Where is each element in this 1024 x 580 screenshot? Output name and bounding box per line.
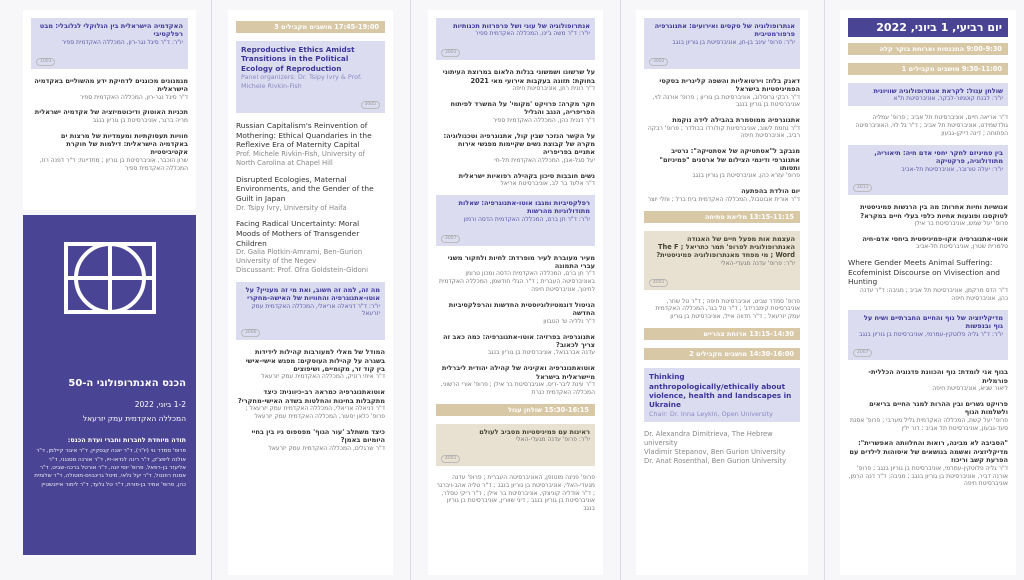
paper-item	[848, 439, 1008, 488]
session-code: 3002	[649, 58, 668, 66]
day-heading: יום רביעי, 1 ביוני, 2022	[848, 18, 1008, 37]
session-chair: יו"ר: ד"ר דניאלה אריאלי, המכללה האקדמית עמק יזרעאל	[251, 302, 380, 318]
paper-list	[31, 77, 188, 173]
session-time-bar: 9:30-11:00 מושבים מקבילים 1	[848, 63, 1008, 75]
paper-author: ד"ר אלעד בר לב, אוניברסיטת אריאל	[500, 180, 595, 188]
paper-item	[436, 68, 595, 93]
paper-title: אתנוגרפיה בפרזיה: אוטו-אתנוגרפיה: כמה כאב זה צריך לכאוב?	[442, 332, 595, 349]
paper-author: ד"ר גליה פלוטקין-עמרמי, אוניברסיטת בן גוריון בנגב ; פרופ' אורנה דביר, אוניברסיטת בן גוריון בנגב ; מגיבה: ד"ר דנה הרמן, אוניברסיטת חיפה	[848, 464, 1008, 488]
paper-item	[848, 368, 1008, 393]
paper-title: Russian Capitalism's Reinvention of Mothering: Ethical Quandaries in the Reflexive Era of Maternity Capital	[236, 121, 372, 150]
session-title: מדיקליזציה של גוף והחיים החברתיים ושיח על גוף ובנפשות	[863, 313, 1003, 331]
session-box	[31, 18, 188, 69]
participant-list: פרופ' סמדר שביט, אוניברסיטת חיפה ; ד"ר טל שחר, אוניברסיטת קימברידג' ; ד"ר טל בגר, המכללה האקדמית עמק יזרעאל ; ד"ר חדווה אייל, אוניברסיטת בן גוריון	[655, 297, 800, 321]
column-4	[636, 10, 808, 575]
paper-title: אוטואתנוגרפיה כמראה רב-כיוונית: כיצד מתקבלות בחינות והחלטות בשדה האישי-מחקרי?	[237, 388, 385, 405]
session-box	[644, 18, 800, 69]
paper-item	[436, 100, 595, 125]
paper-title: חוויות תעסוקתיות ומעמדיות של מרצות ים באקדמיה הישראלית: דילמות של חוקרת אקטיביסטית	[60, 131, 188, 157]
paper-item	[436, 364, 595, 396]
conference-venue: המכללה האקדמית עמק יזרעאל	[82, 413, 186, 423]
paper-title: המודל של מאלי למעורבות קהילות לידידות בשגרה על קהילות העוסקים: מפגש אישי-אישי בין קוד זר, מקומיים, ושיפוצים	[245, 348, 385, 374]
paper-author: Dr. Tsipy Ivry, University of Haifa	[236, 203, 347, 212]
session-code: 2011	[853, 184, 872, 192]
fold-line	[620, 0, 621, 580]
paper-author: מריה ברגר, אוניברסיטת בן גוריון בנגב	[92, 116, 188, 124]
paper-title: יום הולדת בהפתעה	[741, 187, 800, 196]
session-title: מה זה, למה זה חשוב, ואת מי זה מעניין? על אוטו-אתנוגרפיה והחוויות של האישה-מחקרי	[245, 285, 380, 303]
paper-author: ד"ר עינת ליבר-ריס, אוניברסיטת בר אילן ; פרופ' אורי הרשוני, המכללה האקדמית כנרת	[440, 381, 595, 396]
paper-author: שרון הוכבר, אוניברסיטת בן גוריון ; מתדיינת: ד"ר דפנה רוז, המכללה האקדמית ספיר	[39, 156, 188, 172]
session-title: רפלקסיביות ומגבו אוטו-אתנוגרפיה: שאלות מתודולוגיות מהרשות	[458, 198, 590, 216]
paper-title: דאנק בלוז: וירטואליות והשפה קלינרית בסקסי הפמיניסטיות בישראל	[659, 76, 800, 94]
paper-author: ליאור שגיא, אוניברסיטת חיפה	[932, 385, 1008, 393]
paper-title: Disrupted Ecologies, Maternal Environments, and the Gender of the Guilt in Japan	[236, 174, 374, 203]
paper-author: Dr. Alexandra Dimitrieva, The Hebrew university	[644, 430, 773, 448]
paper-title: מעיר מעוברת לעיר מופרדת: לחיות ולחקור משני עברי התמונה	[447, 253, 595, 271]
session-chair: יו"ר: ד"ר סיגל נגר-רון, המכללה האקדמית ספיר	[61, 38, 183, 46]
paper-author: ד"ר איתי רזניק, המכללה האקדמית עמק יזרעאל	[261, 373, 385, 381]
paper-item	[31, 132, 188, 173]
paper-title: מנבקב ל"אסתטיקה של אסתטיקה": נרטיב אתנוגרפי ודינמי הצילום של ארסנים "פמיניזם" ותסותו	[659, 147, 800, 173]
session-title: בין פמיניזם לחקר יחסי אדם חיה: תיאוריה, מתודולוגיה, פרקטיקה	[874, 148, 1003, 166]
paper-title: Facing Radical Uncertainty: Moral Moods of Mothers of Transgender Children	[236, 219, 360, 248]
session-box	[644, 368, 800, 422]
paper-author: Vladimir Stepanov, Ben Gurion University	[644, 447, 786, 456]
paper-item	[236, 121, 385, 168]
session-code: 3007	[441, 235, 460, 243]
paper-author: Dr. Anat Rosenthal, Ben Gurion University	[644, 456, 787, 465]
paper-item	[436, 474, 595, 513]
paper-item	[236, 219, 385, 274]
paper-item	[644, 77, 800, 109]
paper-author: ד"ר אורית אבוטבול, המכללה האקדמית בית ברל ; וחלי יוצר	[647, 195, 800, 203]
session-code: 4001	[441, 455, 460, 463]
paper-item	[436, 301, 595, 326]
paper-item	[848, 203, 1008, 228]
paper-author: יעל סגל-אבן, המכללה האקדמית תל-חי	[494, 156, 595, 164]
thanks-heading: תודה מיוחדת לחברות וחברי ועדת הכנס:	[67, 436, 186, 445]
paper-title: על הקשר הנזכר שבין קול, אתנוגרפיה וטכנולוגיה: מקרה של קבוצת נשים שקיימות מפגשי אירוח אתניים בפריפריה	[443, 131, 595, 157]
paper-item	[31, 108, 188, 124]
paper-item	[236, 348, 385, 381]
column-1	[23, 10, 196, 210]
paper-author: ד"ר הדס מרקמן, אוניברסיטת תל אביב ; מגיבה: ד"ר עדנה כהן, אוניברסיטת חיפה	[859, 287, 1008, 302]
session-chair: Chair: Dr. Inna Leykin, Open University	[649, 409, 773, 418]
participant-list: ד"ר אריאה חיים, אוניברסיטת תל אביב ; פרופ' עמליה גולדשמידט, אוניברסיטת תל אביב ; ד"ר גל לוי, האוניברסיטה הפתוחה ; דינה דייקן-גבעון	[855, 114, 1008, 137]
cover-card	[23, 215, 196, 555]
paper-author: ד"ר דניאלה אריאלי, המכללה האקדמית עמק יזרעאל ; פרופ' כלאן יסעור, המכללה האקדמית עמק יזרעאל	[245, 405, 385, 420]
paper-title: מגמנונים מכוננים לדחיקת ידע מהשוליים באקדמיה הישראלית	[34, 76, 188, 94]
session-box	[848, 310, 1008, 361]
fold-line	[824, 0, 825, 580]
paper-item	[436, 132, 595, 165]
column-5	[840, 10, 1016, 575]
paper-author: עדנה אברבנאל, אוניברסיטת בן גוריון בנגב	[487, 349, 595, 357]
paper-item	[31, 77, 188, 102]
session-box	[436, 195, 595, 246]
paper-item	[644, 116, 800, 140]
paper-title: נשים חובבות סיכון בקהילה רפואיות ישראלית	[458, 171, 595, 180]
session-chair: יו"ר: לבנת קוטמור-לבקר, אוניברסיטת ת"א	[893, 95, 1003, 103]
paper-author: ד"ר דגנית כהן, המכללה האקדמית ספיר	[492, 116, 595, 124]
paper-item	[644, 187, 800, 203]
session-title: האקדמיה הישראלית בין הגלוקלי לגלובלי: מבט רפלקסיבי	[39, 22, 183, 39]
session-chair: יו"ר: יעלה טורובר, אוניברסיטת תל-אביב	[901, 165, 1003, 173]
paper-title: תכניות האוטוק ודיכוטמיזציה של אקדמיה ישראלית	[34, 108, 188, 117]
committee-names: פרופ' סמדר נוי (יו"ר), ד"ר יאנה קנסקיין, ד"ר איגור קיילמן, ד"ר אולנה ליפצ'ק, ד"ר רינה לנדאו-זיו, ד"ר אורנה ססנגני, ד"ר אליעזר בן-רפאל, פרופ' יוסי יונה, ד"ר אורטל ברכה-שביט, ד"ר אסנת רוזנטל, ד"ר יעל גלאי, מיטל גרינבוים-מוטולה, ד"ר שלומית כהן, פרופ' אמיר בן-פורת, ד"ר טל גלעד, ד"ר לימור אייזנשטיין	[34, 448, 186, 488]
session-title: ראינות עם פמיניסטיות מסביב לעולם	[479, 427, 590, 436]
session-code: 3005	[361, 101, 380, 109]
paper-list	[644, 430, 800, 465]
session-code: 4001	[649, 279, 668, 287]
paper-author: ד"ר רונית רוזן, אוניברסיטת חיפה	[512, 85, 595, 93]
lunch-time-bar: 13:15-14:30 ארוחת צהריים	[644, 328, 800, 340]
session-time-bar: 15:30-16:15 שולחן עגול	[436, 404, 595, 416]
session-box	[236, 41, 385, 113]
paper-item	[436, 333, 595, 358]
conference-title: הכנס האנתרופולוגי ה-50	[68, 378, 186, 389]
session-code: 2007	[853, 349, 872, 357]
column-2	[228, 10, 393, 575]
session-chair: Panel organizers: Dr. Tsipy Ivry & Prof. Michele Rivkin-Fish	[241, 73, 362, 90]
session-chair: יו"ר: פרופ' עדנה מגעדי-האלי	[515, 436, 590, 444]
paper-item	[644, 147, 800, 180]
session-box	[848, 83, 1008, 106]
paper-title: אוטואתנוגרפיה ואקיניה של קהילה יהודית ליברלית מיישראלית בישראל	[441, 364, 595, 381]
paper-title: פרויקט גשרים ובין ההרות למגר החיים בריאים ולשלמות הגוף	[869, 400, 1008, 417]
paper-author: פרופ' יעל שמש, אוניברסיטת בר אילן	[914, 220, 1008, 228]
paper-author: ד"ר שרגלים, המכללה האקדמית עמק יזרעאל	[268, 444, 385, 452]
paper-title: "הסביבה לא מבינה, רואות והחלוותה האפשרית": מדיקליזציה ואשמה בנושאים של איסוהות לילדים עם הפרעת קשב וריכוז	[849, 439, 1008, 465]
session-title: Thinking anthropologically/ethically about violence, health and landscapes in Ukraine	[649, 372, 792, 410]
session-chair: יו"ר: פרופ' עינב בן-חן, אוניברסיטת בן גוריון בנגב	[672, 38, 795, 46]
paper-author: ד"ר סיגל נגר-רון, המכללה האקדמית ספיר	[79, 93, 188, 101]
session-title: העצמת אות מפעל חיים של האגודה האנתרופולוגית לפרופ' תמר כתריאל ; The F Word ; מי מפחד מאנתרופולוגיה פמיניסטית?	[656, 234, 795, 260]
paper-discussant: Discussant: Prof. Ofra Goldstein-Gidoni	[236, 265, 368, 274]
paper-title: על שרשונו ושמשוני בנלות הלאום במרוצת העיתוני בחוקת: תזונה בעקבות אירועי מאי 2021	[442, 68, 595, 85]
session-box	[436, 424, 595, 466]
session-time-bar: 17:45-19:00 מושבים מקבילים 3	[236, 21, 385, 33]
paper-item	[848, 400, 1008, 432]
session-code: 3006	[241, 329, 260, 337]
session-chair: יו"ר: ד"ר חן ברם, המכללה האקדמית הדסה ורמון	[463, 215, 590, 223]
paper-item	[436, 254, 595, 294]
paper-author: Prof. Michele Rivkin-Fish, University of North Carolina at Chapel Hill	[236, 149, 365, 167]
conference-dates: 1-2 ביוני, 2022	[134, 400, 186, 409]
session-code: 1003	[36, 58, 55, 66]
fold-line	[410, 0, 411, 580]
session-title: שולחן עגול: לקראת אנתרופולוגיה שוויונית	[873, 87, 1003, 95]
paper-item	[644, 298, 800, 321]
paper-item	[236, 175, 385, 213]
session-time-bar: 9:00-9:30 התכנסות וארוחת בוקר קלה	[848, 43, 1008, 55]
paper-title: Where Gender Meets Animal Suffering: Ecofeminist Discourse on Vivisection and Hunting	[848, 258, 1000, 287]
paper-author: טלמרית שטרן, אוניברסיטת תל-אביב	[916, 243, 1008, 251]
paper-title: הניטול דוגמטיולוגיוסטית החדשות והרפלקסיביות החדשה	[448, 300, 595, 318]
session-title: אנתרופולוגיה של סקסים ואירועים: אתנוגרפיה פרפורמטיבית	[654, 22, 795, 39]
participant-list: פרופ' פנינה מוטזפן, האוניברסיטה העברית ; פרופ' עדנה מגעדי-האלי, אוניברסיטת בן גוריון בנגב ; ד"ר טליה אהב-ויברגר ; ד"ר אודליה קוניצקי, אוניברסיטת בר אילן ; ד"ר ריקי טסלר, אוניברסיטת בן גוריון בנגב ; דיגי שוורין, אוניברסיטת בן גוריון בנגב	[436, 473, 595, 513]
session-title: Reproductive Ethics Amidst Transitions in the Political Ecology of Reproduction	[241, 45, 355, 73]
session-chair: יו"ר: פרופ' עדנה מגעדי-האלי	[720, 259, 795, 267]
session-box	[436, 18, 595, 60]
column-3	[428, 10, 603, 575]
paper-author: ד"ר חן ברם, המכללה האקדמית הדסה ומכון טרומן באוניברסיטה העברית ; ד"ר הגלי חודשמן, המכללה האקדמית לחינוך, אוניברסיטת חיפה	[439, 270, 595, 294]
paper-title: אתנוגרפיה ממוסמרת בהבילה לידה נוקמת	[672, 116, 800, 125]
paper-item	[236, 428, 385, 453]
paper-author: פרופ' יעל קשת, המכללה האקדמית גליל מערבי ; פרופ' אסנת סעד-גבעון, אוניברסיטת תל אביב ; דור ילין	[849, 416, 1008, 432]
paper-item	[236, 388, 385, 420]
session-box	[236, 282, 385, 340]
fold-line	[211, 0, 212, 580]
paper-title: חקר מקרה: פרויקט 'מקומי' על המשרד לפיתוח הפריפריה, הנגב והגליל	[450, 99, 595, 117]
paper-title: אנושיות וחיות אחרות: מה בין הרגשות פמיניסטית לטוקסנו ופוגעות אחיות כלפי בעלי חיים במקרא?	[860, 203, 1008, 220]
session-chair: יו"ר: ד"ר משה ג'ינו, המכללה האקדמית ספיר	[475, 30, 590, 38]
paper-author: ד"ר רבקי גרוסלוב, אוניברסיטת בן גוריון ; פרופ' אורנה לוי, אוניברסיטת בן גוריון בנגב	[652, 93, 800, 109]
paper-author: פרופ' עזרא כהן, אוניברסיטת בן גוריון בנגב	[692, 172, 800, 180]
paper-title: כיצד משתלב 'עור הגוף' מפספוס גיו בין בחיי היומיום באמן?	[251, 427, 385, 445]
paper-author: ד"ר נלליה ש' הטבוון	[543, 317, 595, 325]
session-box	[848, 145, 1008, 196]
paper-title: אוטו-אתנוגרפיה אקו-פמיניסטית ביחסי אדם-חיה	[862, 234, 1008, 243]
conference-logo-icon	[58, 233, 162, 323]
session-time-bar: 13:15-11:15 מליאת פתיחה	[644, 211, 800, 223]
paper-item	[848, 258, 1008, 302]
paper-item	[848, 235, 1008, 251]
session-chair: יו"ר: ד"ר גליה פלוטקין-עמרמי, אוניברסיטת בן גוריון בנגב	[858, 330, 1003, 338]
paper-author: ד"ר נחמת לשוב, אוניברסיטת קולורדו בבולדר ; פרופ' רבקה רביב, אוניברסיטת חיפה	[647, 124, 800, 140]
paper-author: Dr. Galia Plotkin-Amrami, Ben-Gurion University of the Negev	[236, 248, 363, 266]
paper-item	[436, 172, 595, 188]
session-title: אנתרופולוגיה של עוני ושל פרפרזות תכנותיות	[453, 22, 590, 30]
session-code: 3001	[441, 49, 460, 57]
paper-item	[848, 114, 1008, 137]
session-box	[644, 231, 800, 290]
session-time-bar: 14:30-16:00 מושבים מקבילים 2	[644, 348, 800, 360]
paper-title: בגוף אני לומדת: גוף והכוונת פדגוגיה הכללית- פורמלית	[868, 368, 1008, 385]
